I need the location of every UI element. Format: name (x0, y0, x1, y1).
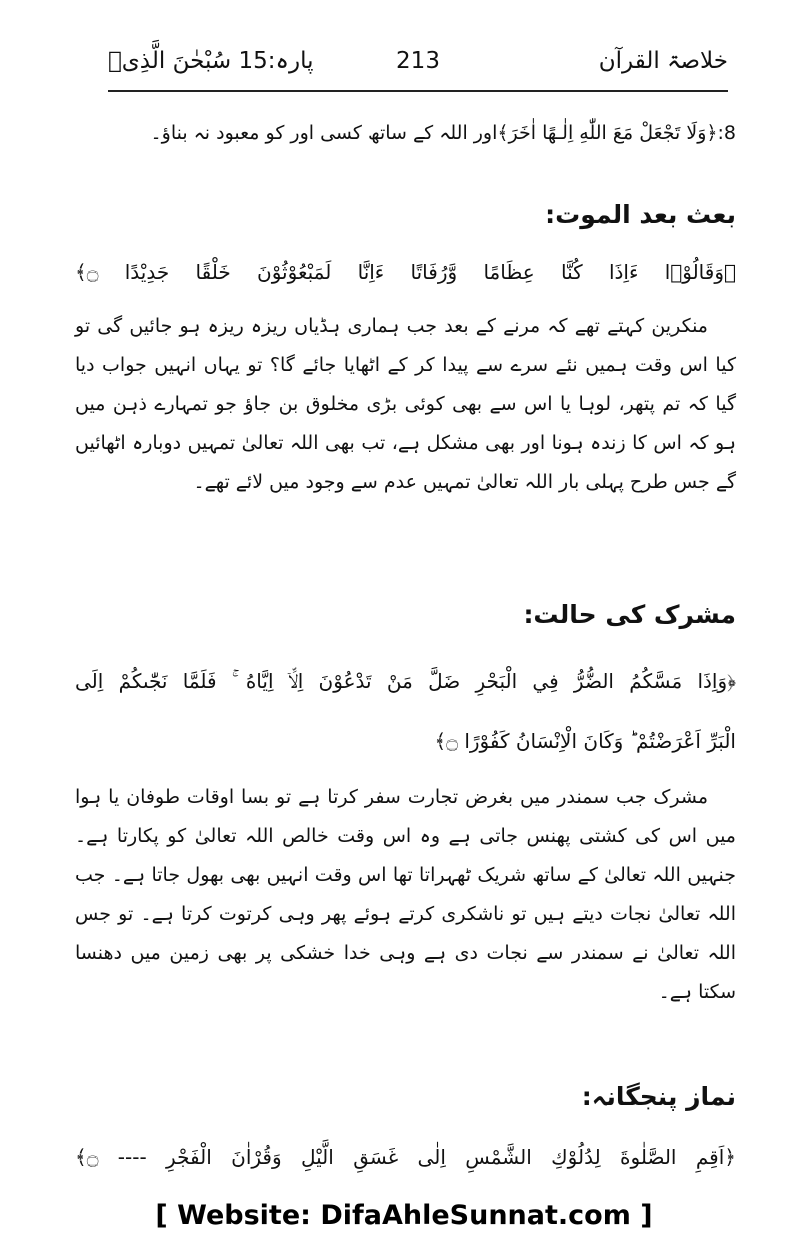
verse-mushrik-line-2: الْبَرِّ اَعْرَضْتُمْ ؕ وَكَانَ الْاِنْسَانُ كَفُوْرًا ۝﴾ (434, 729, 736, 753)
paragraph-resurrection-text: منکرین کہتے تھے کہ مرنے کے بعد جب ہماری ہڈیاں ریزہ ریزہ ہو جائیں گی تو کیا اس وقت ہمیں نئے سرے سے پیدا کر کے اٹھایا جائے گا؟ تو یہاں انہیں جواب دیا گیا کہ تم پتھر، لوہا یا اس سے بھی کوئی بڑی مخلوق بن جاؤ جو تمہارے ذہن میں ہو کہ اس کا زندہ ہونا اور بھی مشکل ہے، تب بھی اللہ تعالیٰ تمہیں دوبارہ اٹھائیں گے جس طرح پہلی بار اللہ تعالیٰ تمہیں عدم سے وجود میں لائے تھے۔ (75, 315, 736, 493)
book-title: خلاصۃ القرآن (598, 48, 728, 74)
verse-resurrection: ﴿وَقَالُوْۤا ءَاِذَا كُنَّا عِظَامًا وَّرُفَاتًا ءَاِنَّا لَمَبْعُوْثُوْنَ خَلْقًا جَدِيْدًا ۝﴾ (75, 260, 736, 284)
header-rule (108, 90, 728, 92)
verse-mushrik-line-1: ﴿وَاِذَا مَسَّكُمُ الضُّرُّ فِي الْبَحْرِ ضَلَّ مَنْ تَدْعُوْنَ اِلَّاۤ اِيَّاهُ ۚ فَلَمَّا نَجّٰىكُمْ اِلَى (75, 669, 736, 693)
section-heading-resurrection: بعث بعد الموت: (545, 200, 736, 229)
para-label: پارہ:15 سُبْحٰنَ الَّذِیۤ (108, 48, 314, 74)
item-8-verse: ﴿وَلَا تَجْعَلْ مَعَ اللّٰهِ اِلٰـهًا اٰخَرَ﴾ (497, 122, 718, 144)
section-heading-mushrik: مشرک کی حالت: (523, 600, 736, 629)
item-8-number: 8: (717, 122, 736, 144)
paragraph-mushrik-text: مشرک جب سمندر میں بغرض تجارت سفر کرتا ہے تو بسا اوقات طوفان یا ہوا میں اس کی کشتی پھنس جاتی ہے وہ اس وقت خالص اللہ تعالیٰ کو پکارتا ہے۔ جنہیں اللہ تعالیٰ کے ساتھ شریک ٹھہراتا تھا اس وقت انہیں بھی بھول جاتا ہے۔ جب اللہ تعالیٰ نجات دیتے ہیں تو ناشکری کرتے ہوئے پھر وہی کرتوت کرتا ہے۔ تو جس اللہ تعالیٰ نے سمندر سے نجات دی ہے وہی خدا خشکی پر بھی زمین میں دھنسا سکتا ہے۔ (75, 786, 736, 1003)
item-8-translation: اور اللہ کے ساتھ کسی اور کو معبود نہ بناؤ۔ (150, 122, 498, 144)
page-header (108, 42, 728, 92)
paragraph-resurrection (75, 307, 736, 502)
verse-salah: ﴿اَقِمِ الصَّلٰوةَ لِدُلُوْكِ الشَّمْسِ اِلٰى غَسَقِ الَّيْلِ وَقُرْاٰنَ الْفَجْرِ ---- ۝﴾ (75, 1145, 736, 1169)
item-8 (112, 118, 736, 148)
section-heading-salah: نماز پنجگانہ: (581, 1082, 736, 1111)
website-footer: [ Website: DifaAhleSunnat.com ] (155, 1200, 653, 1231)
page-number: 213 (396, 48, 440, 74)
paragraph-mushrik (75, 778, 736, 1012)
